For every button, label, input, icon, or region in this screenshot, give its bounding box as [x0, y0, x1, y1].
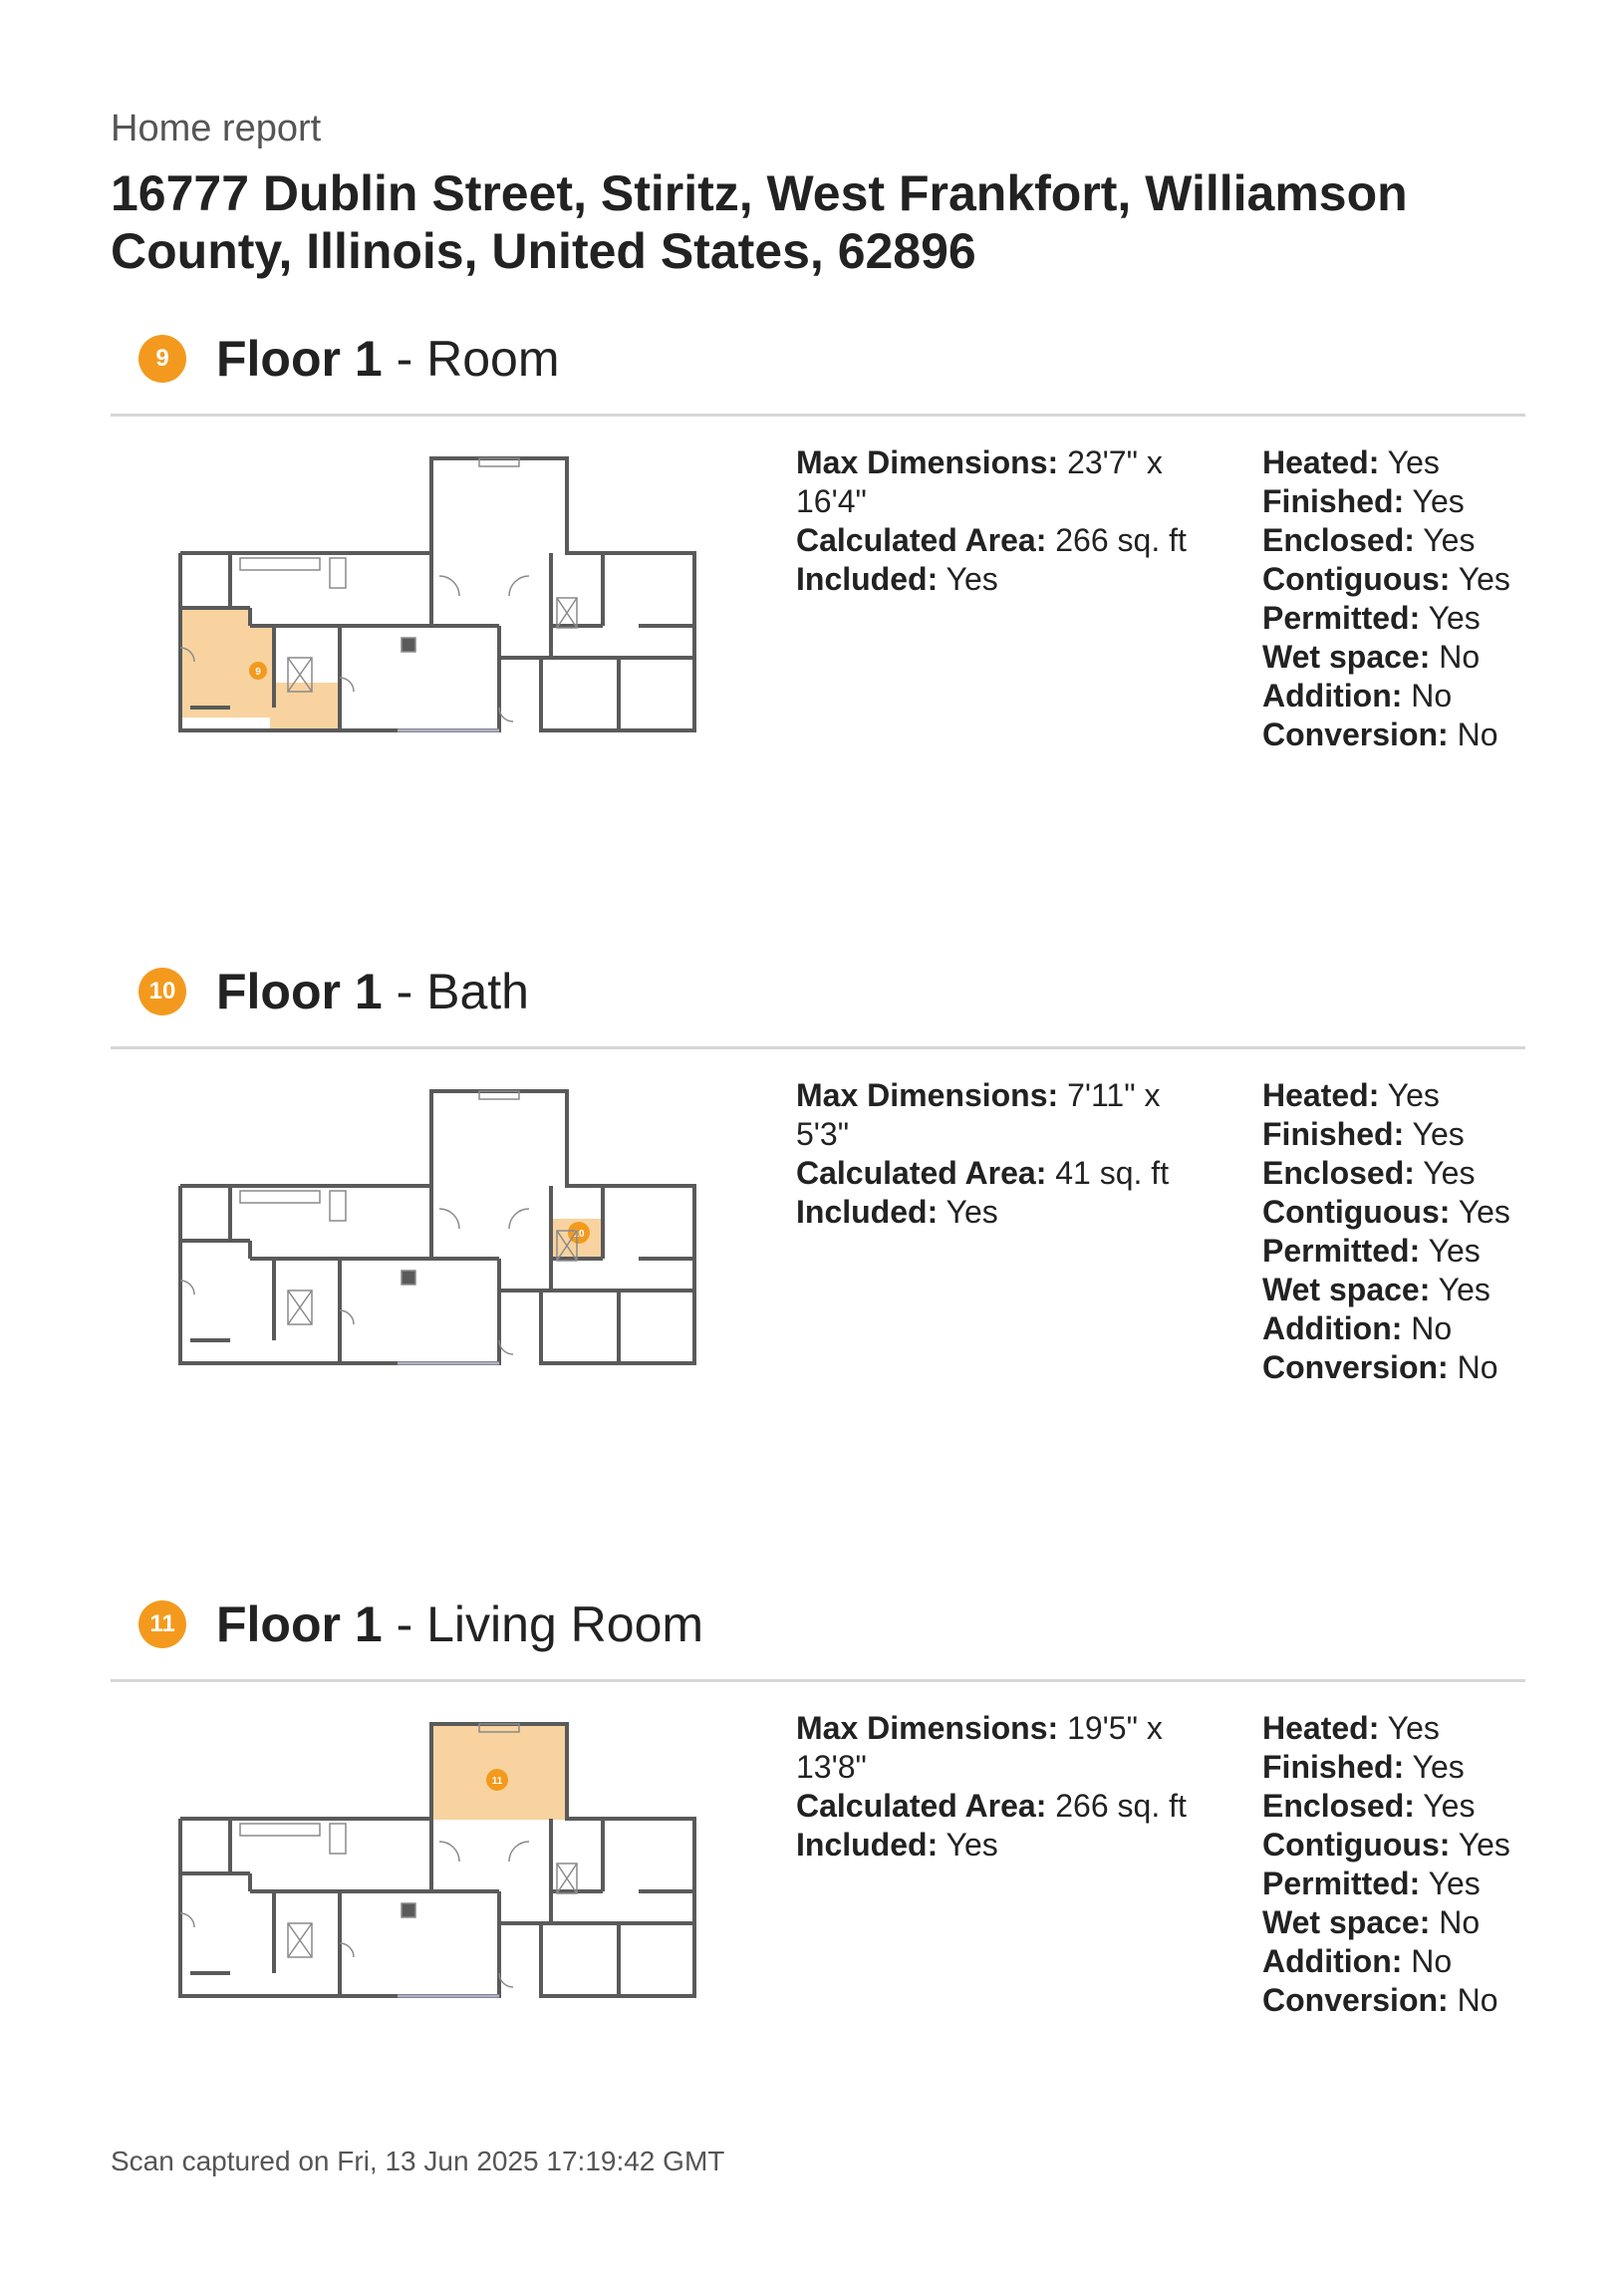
floor-label: Floor 1	[216, 964, 383, 1019]
area-row	[796, 1787, 1215, 1826]
area-label: Calculated Area:	[796, 1788, 1047, 1824]
attribute-label: Enclosed:	[1262, 1155, 1415, 1191]
section-divider	[111, 414, 1525, 417]
attribute-label: Finished:	[1262, 1749, 1405, 1785]
room-attributes	[1262, 1076, 1521, 1387]
area-row	[796, 1154, 1215, 1193]
included-label: Included:	[796, 1194, 939, 1230]
dimensions-value: 23'7" x 16'4"	[796, 444, 1163, 519]
section-divider	[111, 1046, 1525, 1049]
area-label: Calculated Area:	[796, 1155, 1047, 1191]
included-row	[796, 560, 1215, 599]
attribute-label: Conversion:	[1262, 1982, 1449, 2018]
attribute-value: Yes	[1438, 1272, 1490, 1307]
dimensions-label: Max Dimensions:	[796, 444, 1059, 480]
attribute-value: Yes	[1412, 483, 1465, 519]
attribute-label: Finished:	[1262, 1116, 1405, 1152]
room-name: Bath	[426, 964, 529, 1019]
attribute-label: Permitted:	[1262, 1866, 1421, 1901]
attribute-value: Yes	[1428, 1233, 1481, 1269]
attribute-value: No	[1457, 1349, 1498, 1385]
attribute-value: Yes	[1458, 561, 1510, 597]
attribute-row	[1262, 599, 1521, 638]
attribute-row	[1262, 1232, 1521, 1271]
attribute-value: No	[1439, 1904, 1481, 1940]
attribute-label: Conversion:	[1262, 1349, 1449, 1385]
floor-label: Floor 1	[216, 1596, 383, 1652]
section-header	[138, 952, 529, 1031]
section-header	[138, 1584, 703, 1664]
attribute-value: No	[1411, 678, 1453, 714]
section-header	[138, 319, 560, 399]
room-section-9	[111, 319, 1525, 917]
attribute-value: No	[1457, 717, 1498, 752]
attribute-row	[1262, 1826, 1521, 1865]
floor-plan-image	[170, 448, 708, 757]
room-measurements	[796, 1076, 1215, 1232]
attribute-label: Permitted:	[1262, 1233, 1421, 1269]
attribute-label: Contiguous:	[1262, 1194, 1451, 1230]
attribute-label: Enclosed:	[1262, 522, 1415, 558]
attribute-row	[1262, 1709, 1521, 1748]
attribute-label: Wet space:	[1262, 639, 1431, 675]
attribute-label: Permitted:	[1262, 600, 1421, 636]
attribute-row	[1262, 1942, 1521, 1981]
attribute-label: Heated:	[1262, 444, 1380, 480]
attribute-value: Yes	[1412, 1749, 1465, 1785]
attribute-row	[1262, 521, 1521, 560]
attribute-row	[1262, 1981, 1521, 2020]
attribute-label: Conversion:	[1262, 717, 1449, 752]
dimensions-label: Max Dimensions:	[796, 1710, 1059, 1746]
included-label: Included:	[796, 561, 939, 597]
area-row	[796, 521, 1215, 560]
attribute-value: Yes	[1428, 1866, 1481, 1901]
attribute-row	[1262, 443, 1521, 482]
attribute-row	[1262, 677, 1521, 716]
attribute-value: No	[1411, 1310, 1453, 1346]
attribute-row	[1262, 1348, 1521, 1387]
attribute-value: No	[1411, 1943, 1453, 1979]
floor-label: Floor 1	[216, 331, 383, 387]
area-label: Calculated Area:	[796, 522, 1047, 558]
section-title	[216, 1595, 703, 1653]
svg-text:9: 9	[255, 667, 261, 678]
report-label: Home report	[111, 108, 322, 149]
attribute-label: Finished:	[1262, 483, 1405, 519]
attribute-label: Wet space:	[1262, 1904, 1431, 1940]
dimensions-row	[796, 443, 1215, 521]
attribute-value: Yes	[1387, 444, 1440, 480]
attribute-row	[1262, 1193, 1521, 1232]
attribute-row	[1262, 638, 1521, 677]
area-value: 266 sq. ft	[1055, 522, 1187, 558]
attribute-label: Addition:	[1262, 1943, 1403, 1979]
svg-text:11: 11	[491, 1776, 503, 1787]
attribute-value: Yes	[1458, 1827, 1510, 1863]
attribute-value: No	[1457, 1982, 1498, 2018]
attribute-row	[1262, 482, 1521, 521]
room-attributes	[1262, 1709, 1521, 2020]
room-section-11	[111, 1584, 1525, 2182]
room-measurements	[796, 1709, 1215, 1865]
room-measurements	[796, 443, 1215, 599]
attribute-row	[1262, 1903, 1521, 1942]
included-value: Yes	[946, 1194, 998, 1230]
dimensions-label: Max Dimensions:	[796, 1077, 1059, 1113]
title-separator: -	[382, 1596, 427, 1652]
floor-plan-image	[170, 1714, 708, 2023]
dimensions-row	[796, 1709, 1215, 1787]
attribute-row	[1262, 1271, 1521, 1309]
attribute-label: Addition:	[1262, 1310, 1403, 1346]
attribute-value: Yes	[1387, 1077, 1440, 1113]
attribute-row	[1262, 1115, 1521, 1154]
attribute-label: Contiguous:	[1262, 1827, 1451, 1863]
area-value: 266 sq. ft	[1055, 1788, 1187, 1824]
attribute-row	[1262, 1865, 1521, 1903]
attribute-value: Yes	[1423, 1155, 1476, 1191]
section-title	[216, 963, 529, 1020]
attribute-row	[1262, 1076, 1521, 1115]
attribute-row	[1262, 1748, 1521, 1787]
section-divider	[111, 1679, 1525, 1682]
room-name: Living Room	[426, 1596, 704, 1652]
attribute-label: Heated:	[1262, 1710, 1380, 1746]
attribute-value: Yes	[1412, 1116, 1465, 1152]
dimensions-value: 19'5" x 13'8"	[796, 1710, 1163, 1785]
attribute-value: Yes	[1458, 1194, 1510, 1230]
section-title	[216, 330, 560, 388]
attribute-row	[1262, 560, 1521, 599]
attribute-row	[1262, 716, 1521, 754]
included-label: Included:	[796, 1827, 939, 1863]
attribute-value: Yes	[1387, 1710, 1440, 1746]
room-name: Room	[426, 331, 560, 387]
included-value: Yes	[946, 561, 998, 597]
svg-text:10: 10	[573, 1229, 585, 1240]
floor-plan-image	[170, 1081, 708, 1390]
included-row	[796, 1826, 1215, 1865]
attribute-label: Wet space:	[1262, 1272, 1431, 1307]
attribute-label: Heated:	[1262, 1077, 1380, 1113]
attribute-row	[1262, 1154, 1521, 1193]
attribute-label: Addition:	[1262, 678, 1403, 714]
dimensions-value: 7'11" x 5'3"	[796, 1077, 1161, 1152]
attribute-label: Contiguous:	[1262, 561, 1451, 597]
attribute-value: Yes	[1423, 1788, 1476, 1824]
room-attributes	[1262, 443, 1521, 754]
included-value: Yes	[946, 1827, 998, 1863]
dimensions-row	[796, 1076, 1215, 1154]
room-number-badge: 10	[138, 968, 186, 1015]
scan-timestamp: Scan captured on Fri, 13 Jun 2025 17:19:42 GMT	[111, 2146, 725, 2176]
room-number-badge: 11	[138, 1600, 186, 1648]
property-address: 16777 Dublin Street, Stiritz, West Frankfort, Williamson County, Illinois, United States, 62896	[111, 165, 1408, 279]
room-section-10	[111, 952, 1525, 1550]
attribute-value: Yes	[1423, 522, 1476, 558]
title-separator: -	[382, 331, 427, 387]
title-separator: -	[382, 964, 427, 1019]
attribute-value: No	[1439, 639, 1481, 675]
attribute-row	[1262, 1787, 1521, 1826]
attribute-label: Enclosed:	[1262, 1788, 1415, 1824]
attribute-row	[1262, 1309, 1521, 1348]
area-value: 41 sq. ft	[1055, 1155, 1170, 1191]
room-number-badge: 9	[138, 335, 186, 383]
included-row	[796, 1193, 1215, 1232]
attribute-value: Yes	[1428, 600, 1481, 636]
